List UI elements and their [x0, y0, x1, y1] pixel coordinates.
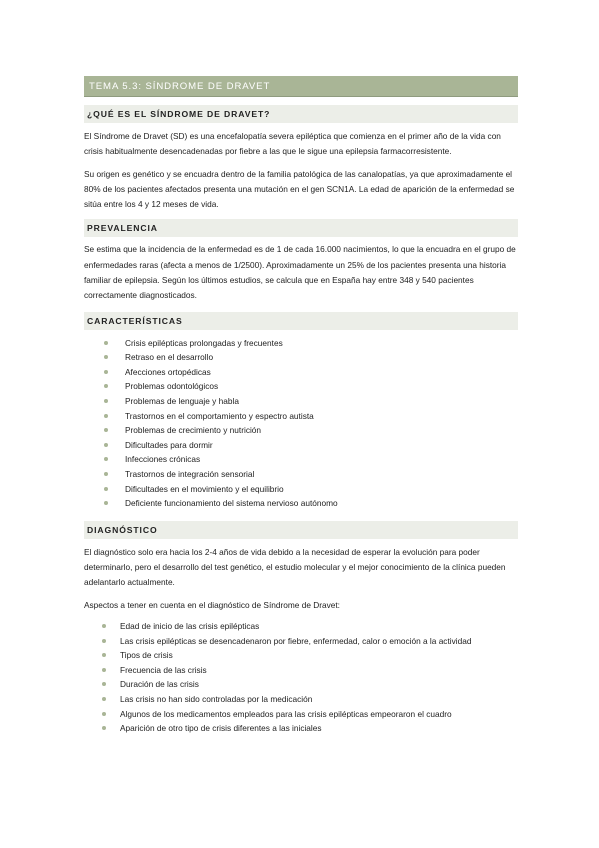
list-item: Problemas de lenguaje y habla: [84, 394, 518, 409]
diagnostico-list: [84, 619, 518, 736]
list-item: Crisis epilépticas prolongadas y frecuentes: [84, 336, 518, 351]
topic-title-bar: TEMA 5.3: SÍNDROME DE DRAVET: [84, 76, 518, 97]
list-item: Afecciones ortopédicas: [84, 365, 518, 380]
list-item: Problemas odontológicos: [84, 379, 518, 394]
diagnostico-paragraph-1: El diagnóstico solo era hacia los 2-4 años de vida debido a la necesidad de esperar la evolución para poder determinarlo, pero el desarrollo del test genético, el estudio molecular y el mejor conocimiento de la clínica pueden adelantarlo actualmente.: [84, 546, 506, 588]
document-page: [84, 76, 518, 736]
list-item: Duración de las crisis: [84, 677, 518, 692]
heading-que-es: ¿QUÉ ES EL SÍNDROME DE DRAVET?: [84, 105, 518, 123]
caracteristicas-list: [84, 336, 518, 511]
list-item: Tipos de crisis: [84, 648, 518, 663]
list-item: Dificultades para dormir: [84, 438, 518, 453]
list-item: Problemas de crecimiento y nutrición: [84, 423, 518, 438]
list-item: Dificultades en el movimiento y el equilibrio: [84, 482, 518, 497]
list-item: Retraso en el desarrollo: [84, 350, 518, 365]
que-es-paragraph-1: El Síndrome de Dravet (SD) es una encefalopatía severa epiléptica que comienza en el primer año de la vida con crisis habitualmente desencadenadas por fiebre a las que le sigue una epilepsia farmacorresistente.: [84, 131, 501, 157]
list-item: Las crisis epilépticas se desencadenaron por fiebre, enfermedad, calor o emoción a la actividad: [84, 634, 518, 649]
list-item: Algunos de los medicamentos empleados para las crisis epilépticas empeoraron el cuadro: [84, 707, 518, 722]
list-item: Aparición de otro tipo de crisis diferentes a las iniciales: [84, 721, 518, 736]
heading-prevalencia: PREVALENCIA: [84, 219, 518, 237]
heading-caracteristicas: CARACTERÍSTICAS: [84, 312, 518, 330]
prevalencia-paragraph: Se estima que la incidencia de la enfermedad es de 1 de cada 16.000 nacimientos, lo que la encuadra en el grupo de enfermedades raras (afecta a menos de 1/2500). Aproximadamente un 25% de los pacientes presenta una historia familiar de epilepsia. Según los últimos estudios, se calcula que en España hay entre 348 y 540 pacientes correctamente diagnosticados.: [84, 244, 516, 301]
list-item: Las crisis no han sido controladas por la medicación: [84, 692, 518, 707]
list-item: Edad de inicio de las crisis epilépticas: [84, 619, 518, 634]
list-item: Trastornos en el comportamiento y espectro autista: [84, 409, 518, 424]
que-es-paragraph-2: Su origen es genético y se encuadra dentro de la familia patológica de las canalopatías, ya que aproximadamente el 80% de los pacientes afectados presenta una mutación en el gen SCN1A. La edad de aparición de la enfermedad se sitúa entre los 4 y 12 meses de vida.: [84, 168, 515, 210]
list-item: Trastornos de integración sensorial: [84, 467, 518, 482]
diagnostico-paragraph-2: Aspectos a tener en cuenta en el diagnóstico de Síndrome de Dravet:: [84, 599, 340, 610]
list-item: Deficiente funcionamiento del sistema nervioso autónomo: [84, 496, 518, 511]
heading-diagnostico: DIAGNÓSTICO: [84, 521, 518, 539]
list-item: Infecciones crónicas: [84, 452, 518, 467]
list-item: Frecuencia de las crisis: [84, 663, 518, 678]
